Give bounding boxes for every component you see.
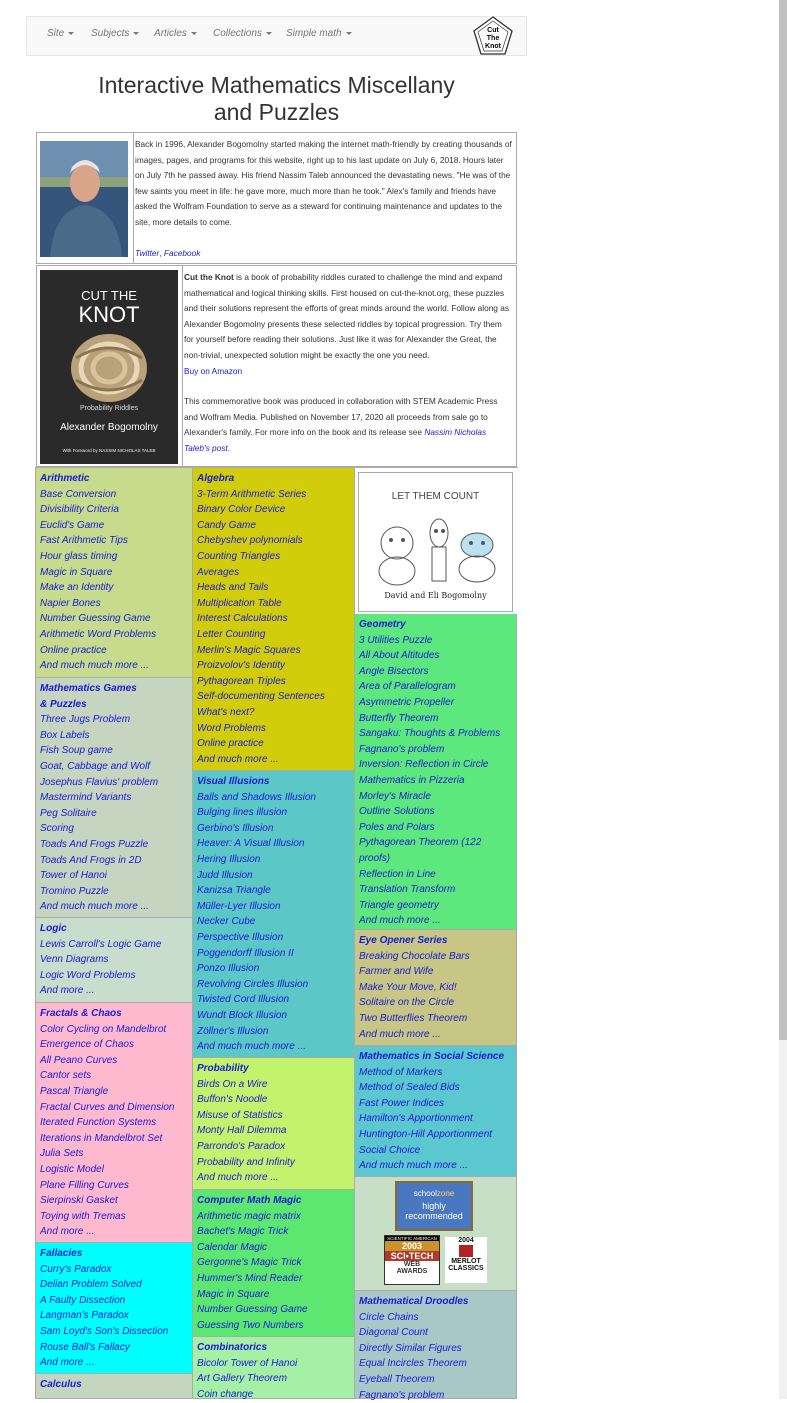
section-link[interactable]: Pascal Triangle [40, 1085, 109, 1097]
section-link[interactable]: Sam Loyd's Son's Dissection [40, 1325, 169, 1337]
section-link[interactable]: Color Cycling on Mandelbrot [40, 1023, 167, 1035]
section-link[interactable]: Parrondo's Paradox [197, 1140, 286, 1152]
section-link[interactable]: Morley's Miracle [359, 790, 431, 802]
sciam-award-badge[interactable] [384, 1235, 440, 1285]
section-link[interactable]: And more ... [40, 1226, 95, 1238]
section-link[interactable]: Peg Solitaire [40, 807, 97, 819]
cover-title-2: KNOT [78, 302, 140, 327]
section-link[interactable]: Asymmetric Propeller [359, 696, 455, 708]
section-calculus [36, 1374, 193, 1399]
section-link[interactable]: Fast Arithmetic Tips [40, 535, 128, 547]
section-link[interactable]: Venn Diagrams [40, 954, 109, 966]
knot-image [64, 328, 154, 406]
nav-simple-math-label: Simple math [286, 28, 342, 39]
section-link[interactable]: Bachet's Magic Trick [197, 1226, 289, 1238]
section-link[interactable]: Diagonal Count [359, 1327, 428, 1339]
nav-site-label: Site [47, 28, 65, 39]
section-heading[interactable]: Mathematical Droodles [359, 1296, 469, 1307]
section-heading[interactable]: Eye Opener Series [359, 935, 448, 946]
page-title-line-1: Interactive Mathematics Miscellany [98, 72, 455, 98]
section-link[interactable]: Josephus Flavius' problem [40, 776, 159, 788]
section-link[interactable]: Three Jugs Problem [40, 714, 131, 726]
section-link[interactable]: Magic in Square [40, 566, 113, 578]
section-link[interactable]: Hummer's Mind Reader [197, 1272, 303, 1284]
section-link[interactable]: Farmer and Wife [359, 966, 434, 978]
cartoon-animals-image [369, 513, 504, 588]
section-link[interactable]: And much much more ... [197, 1041, 306, 1053]
section-link[interactable]: All About Altitudes [359, 650, 440, 662]
schoolzone-text-1: school [413, 1189, 437, 1198]
logo-text-1: Cut [487, 27, 499, 34]
schoolzone-badge[interactable] [395, 1181, 473, 1231]
book-description: is a book of probability riddles curated to challenge the mind and expand mathematical and logical thinking skills. First housed on cut-the-knot.org, these puzzles and their solutions represent the efforts of great minds around the world. Follow along as Alexander Bogomolny presents these selected riddles by topical progression. Try them for yourself before reading their solutions. Just like it was for Alexander the Great, the non-trivial, unexpected solution might be exactly the one you need. [184, 272, 509, 360]
section-fallacies [36, 1243, 193, 1374]
section-link[interactable]: Mastermind Variants [40, 792, 132, 804]
section-link[interactable]: Revolving Circles Illusion [197, 978, 309, 990]
section-link[interactable]: Logistic Model [40, 1163, 104, 1175]
sciam-text-2: SCI•TECH [385, 1251, 439, 1261]
section-arithmetic [36, 468, 193, 678]
caret-down-icon [346, 32, 352, 35]
section-link[interactable]: Balls and Shadows Illusion [197, 791, 316, 803]
section-link[interactable]: Social Choice [359, 1144, 421, 1156]
section-link[interactable]: Tromino Puzzle [40, 885, 109, 897]
section-heading[interactable]: Geometry [359, 619, 406, 630]
section-heading[interactable]: Fallacies [40, 1248, 83, 1259]
memorial-text-block [135, 137, 512, 262]
cover-foreword: With Foreword by NASSIM NICHOLAS TALEB [62, 448, 156, 453]
schoolzone-text-2: zone [436, 1189, 455, 1198]
sciam-text-1: SCIENTIFIC AMERICAN [385, 1236, 439, 1241]
logo-text-3: Knot [485, 43, 501, 50]
section-link[interactable]: Gergonne's Magic Trick [197, 1257, 302, 1269]
section-link[interactable]: Sangaku: Thoughts & Problems [359, 728, 501, 740]
nav-articles-label: Articles [154, 28, 187, 39]
section-link[interactable]: Twisted Cord Illusion [197, 994, 290, 1006]
nav-collections-label: Collections [213, 28, 262, 39]
section-link[interactable]: Iterated Function Systems [40, 1117, 157, 1129]
book-text-block [184, 270, 512, 457]
section-link[interactable]: Emergence of Chaos [40, 1039, 134, 1051]
section-link[interactable]: Art Gallery Theorem [197, 1373, 288, 1385]
section-link[interactable]: Plane Filling Curves [40, 1179, 129, 1191]
section-link[interactable]: Proizvolov's Identity [197, 660, 286, 672]
scrollbar-thumb[interactable] [779, 0, 787, 1040]
section-heading[interactable]: Mathematics Games & Puzzles [40, 683, 137, 710]
caret-down-icon [191, 32, 197, 35]
section-link[interactable]: Self-documenting Sentences [197, 691, 325, 703]
section-mathematics-games-puzzles [36, 678, 193, 918]
section-link[interactable]: Equal Incircles Theorem [359, 1358, 467, 1370]
merlot-badge[interactable] [445, 1237, 487, 1283]
twitter-link[interactable]: Twitter [135, 248, 160, 258]
section-link[interactable]: Make an Identity [40, 582, 114, 594]
section-link[interactable]: Necker Cube [197, 916, 256, 928]
facebook-link[interactable]: Facebook [163, 248, 201, 258]
section-link[interactable]: Fish Soup game [40, 745, 113, 757]
section-link[interactable]: Poggendorff Illusion II [197, 947, 294, 959]
section-link[interactable]: And much more ... [359, 915, 441, 927]
section-logic [36, 918, 193, 1003]
section-link[interactable]: Interest Calculations [197, 613, 288, 625]
section-link[interactable]: Hering Illusion [197, 853, 261, 865]
section-link[interactable]: Lewis Carroll's Logic Game [40, 938, 162, 950]
section-link[interactable]: Box Labels [40, 729, 90, 741]
section-geometry [355, 614, 517, 930]
section-link[interactable]: Kanizsa Triangle [197, 885, 271, 897]
section-link[interactable]: Triangle geometry [359, 899, 439, 911]
section-link[interactable]: And much much more ... [359, 1160, 468, 1172]
link-separator: , [159, 248, 164, 258]
section-heading[interactable]: Algebra [197, 473, 235, 484]
section-link[interactable]: Hamilton's Apportionment [359, 1113, 473, 1125]
section-link[interactable]: And much more ... [197, 1172, 279, 1184]
section-link[interactable]: Toads And Frogs in 2D [40, 854, 142, 866]
section-link[interactable]: Buffon's Noodle [197, 1094, 268, 1106]
section-link[interactable]: Fast Power Indices [359, 1097, 445, 1109]
section-link[interactable]: Chebyshev polynomials [197, 535, 303, 547]
cover-author: Alexander Bogomolny [60, 422, 158, 433]
section-link[interactable]: Word Problems [197, 722, 266, 734]
section-link[interactable]: Pythagorean Theorem (122 proofs) [359, 837, 482, 864]
navbar [26, 16, 527, 56]
section-link[interactable]: Poles and Polars [359, 821, 435, 833]
section-heading[interactable]: Combinatorics [197, 1342, 268, 1353]
section-computer-math-magic [193, 1190, 355, 1337]
merlot-text-1: MERLOT [451, 1258, 481, 1265]
nav-collections[interactable] [213, 28, 272, 39]
section-link[interactable]: Base Conversion [40, 488, 117, 500]
section-link[interactable]: Solitaire on the Circle [359, 997, 455, 1009]
awards-badges [355, 1177, 517, 1291]
section-combinatorics [193, 1337, 355, 1399]
nav-subjects[interactable] [91, 28, 139, 39]
section-link[interactable]: Perspective Illusion [197, 931, 284, 943]
nav-articles[interactable] [154, 28, 197, 39]
section-link[interactable]: Napier Bones [40, 597, 101, 609]
section-heading[interactable]: Logic [40, 923, 67, 934]
section-link[interactable]: Mathematics in Pizzeria [359, 774, 465, 786]
section-link[interactable]: Binary Color Device [197, 504, 286, 516]
let-them-count-banner[interactable] [358, 472, 513, 612]
taleb-post-link[interactable]: Nassim Nicholas Taleb's post [184, 427, 487, 453]
caret-down-icon [68, 32, 74, 35]
section-link[interactable]: Eyeball Theorem [359, 1373, 435, 1385]
section-link[interactable]: Angle Bisectors [359, 665, 429, 677]
memorial-text: Back in 1996, Alexander Bogomolny started making the internet math-friendly by creating thousands of images, pages, and programs for this website, right up to his last update on July 6, 2018. Hours later on July 7th he passed away. His friend Nassim Taleb announced the devastating news. "He was of the few saints you meet in life: he gave more, much more than he took." Alex's family and friends have asked the Wolfram Foundation to serve as a steward for continuing maintenance and updates to the site, more details to come. [135, 139, 512, 227]
section-link[interactable]: And more ... [40, 985, 95, 997]
cover-subtitle: Probability Riddles [80, 405, 138, 412]
section-heading[interactable]: Computer Math Magic [197, 1195, 302, 1206]
section-link[interactable]: Langman's Paradox [40, 1310, 129, 1322]
section-heading[interactable]: Probability [197, 1063, 249, 1074]
section-link[interactable]: Misuse of Statistics [197, 1109, 283, 1121]
section-link[interactable]: 3 Utilities Puzzle [359, 634, 433, 646]
book-release-period: . [227, 442, 231, 453]
book-name: Cut the Knot [184, 272, 234, 282]
section-link[interactable]: And much more ... [359, 1028, 441, 1040]
section-link[interactable]: Iterations in Mandelbrot Set [40, 1132, 163, 1144]
section-link[interactable]: Bicolor Tower of Hanoi [197, 1357, 298, 1369]
buy-on-amazon-link[interactable]: Buy on Amazon [184, 365, 243, 376]
section-link[interactable]: And much much more ... [40, 901, 149, 913]
section-link[interactable]: Monty Hall Dilemma [197, 1125, 287, 1137]
section-link[interactable]: Area of Parallelogram [359, 681, 456, 693]
nav-subjects-label: Subjects [91, 28, 130, 39]
section-link[interactable]: Inversion: Reflection in Circle [359, 759, 489, 771]
section-link[interactable]: Zöllner's Illusion [197, 1025, 269, 1037]
section-link[interactable]: Fagnano's problem [359, 1389, 445, 1401]
section-link[interactable]: Multiplication Table [197, 597, 282, 609]
section-link[interactable]: Bulging lines illusion [197, 807, 288, 819]
section-link[interactable]: Euclid's Game [40, 519, 105, 531]
section-link[interactable]: Sierpinski Gasket [40, 1195, 118, 1207]
section-link[interactable]: Cantor sets [40, 1070, 92, 1082]
section-link[interactable]: Divisibility Criteria [40, 504, 119, 516]
section-link[interactable]: Heads and Tails [197, 582, 269, 594]
section-link[interactable]: 3-Term Arithmetic Series [197, 488, 307, 500]
section-link[interactable]: Judd Illusion [197, 869, 253, 881]
memorial-box [36, 132, 517, 264]
section-eye-opener-series [355, 930, 517, 1046]
page-title [26, 72, 527, 126]
book-cover-cell [37, 266, 183, 466]
cut-the-knot-logo[interactable] [472, 15, 514, 57]
nav-simple-math[interactable] [286, 28, 352, 39]
section-link[interactable]: Number Guessing Game [197, 1304, 308, 1316]
section-link[interactable]: Scoring [40, 823, 74, 835]
book-box [36, 265, 517, 467]
section-heading[interactable]: Calculus [40, 1379, 82, 1390]
logo-text-2: The [486, 35, 500, 42]
merlot-text-2: CLASSICS [448, 1265, 484, 1272]
section-link[interactable]: Two Butterflies Theorem [359, 1012, 468, 1024]
section-link[interactable]: Fractal Curves and Dimension [40, 1101, 175, 1113]
section-link[interactable]: Curry's Paradox [40, 1263, 112, 1275]
section-link[interactable]: A Faulty Dissection [40, 1294, 126, 1306]
section-link[interactable]: And much much more ... [40, 660, 149, 672]
section-link[interactable]: Method of Markers [359, 1066, 443, 1078]
section-link[interactable]: Butterfly Theorem [359, 712, 439, 724]
sciam-year: 2003 [385, 1241, 439, 1251]
section-link[interactable]: And more ... [40, 1357, 95, 1369]
section-link[interactable]: Huntington-Hill Apportionment [359, 1128, 493, 1140]
section-algebra [193, 468, 355, 771]
section-link[interactable]: Logic Word Problems [40, 969, 136, 981]
section-mathematics-in-social-science [355, 1046, 517, 1177]
caret-down-icon [133, 32, 139, 35]
section-link[interactable]: Gerbino's Illusion [197, 822, 274, 834]
section-link[interactable]: Delian Problem Solved [40, 1279, 142, 1291]
section-link[interactable]: Julia Sets [40, 1148, 84, 1160]
section-link[interactable]: Birds On a Wire [197, 1078, 268, 1090]
section-link[interactable]: Method of Sealed Bids [359, 1082, 460, 1094]
schoolzone-text-4: recommended [405, 1211, 463, 1221]
section-link[interactable]: Rouse Ball's Fallacy [40, 1341, 130, 1353]
caret-down-icon [266, 32, 272, 35]
section-link[interactable]: Breaking Chocolate Bars [359, 950, 470, 962]
section-link[interactable]: Online practice [197, 738, 264, 750]
section-link[interactable]: Fagnano's problem [359, 743, 445, 755]
section-link[interactable]: Toying with Tremas [40, 1210, 126, 1222]
section-heading[interactable]: Fractals & Chaos [40, 1008, 122, 1019]
section-link[interactable]: Arithmetic Word Problems [40, 628, 157, 640]
section-link[interactable]: Tower of Hanoi [40, 870, 107, 882]
section-link[interactable]: Arithmetic magic matrix [197, 1210, 301, 1222]
section-link[interactable]: Wundt Block Illusion [197, 1009, 288, 1021]
section-heading[interactable]: Arithmetic [40, 473, 90, 484]
section-link[interactable]: Counting Triangles [197, 550, 281, 562]
photo-cell [37, 133, 134, 263]
section-visual-illusions [193, 771, 355, 1058]
section-link[interactable]: Pythagorean Triples [197, 675, 286, 687]
section-mathematical-droodles [355, 1291, 517, 1399]
section-link[interactable]: Calendar Magic [197, 1241, 268, 1253]
nav-site[interactable] [47, 28, 74, 39]
section-link[interactable]: Müller-Lyer Illusion [197, 900, 281, 912]
section-link[interactable]: Online practice [40, 644, 107, 656]
section-link[interactable]: Guessing Two Numbers [197, 1319, 304, 1331]
schoolzone-text-3: highly [422, 1201, 446, 1211]
merlot-year: 2004 [458, 1237, 474, 1244]
section-link[interactable]: Reflection in Line [359, 868, 436, 880]
section-probability [193, 1058, 355, 1190]
section-link[interactable]: Candy Game [197, 519, 256, 531]
section-link[interactable]: Number Guessing Game [40, 613, 151, 625]
section-link[interactable]: Make Your Move, Kid! [359, 981, 457, 993]
section-link[interactable]: All Peano Curves [40, 1054, 118, 1066]
section-link[interactable]: Magic in Square [197, 1288, 270, 1300]
section-link[interactable]: Merlin's Magic Squares [197, 644, 301, 656]
section-heading[interactable]: Mathematics in Social Science [359, 1051, 505, 1062]
section-link[interactable]: Heaver: A Visual Illusion [197, 838, 305, 850]
section-link[interactable]: Hour glass timing [40, 550, 118, 562]
book-cover[interactable] [40, 270, 178, 464]
let-them-count-authors: David and Eli Bogomolny [384, 591, 487, 600]
section-link[interactable]: Goat, Cabbage and Wolf [40, 760, 151, 772]
section-link[interactable]: Toads And Frogs Puzzle [40, 838, 149, 850]
section-link[interactable]: What's next? [197, 706, 255, 718]
section-link[interactable]: Probability and Infinity [197, 1156, 295, 1168]
section-link[interactable]: And much more ... [197, 753, 279, 765]
section-heading[interactable]: Visual Illusions [197, 776, 270, 787]
sciam-text-3: WEB [403, 1261, 421, 1268]
section-fractals-chaos [36, 1003, 193, 1243]
let-them-count-title: LET THEM COUNT [391, 491, 480, 502]
section-link[interactable]: Ponzo Illusion [197, 963, 260, 975]
section-link[interactable]: Translation Transform [359, 884, 456, 896]
sciam-text-4: AWARDS [396, 1268, 428, 1275]
section-link[interactable]: Averages [197, 566, 240, 578]
section-link[interactable]: Outline Solutions [359, 806, 435, 818]
book-release-text: This commemorative book was produced in collaboration with STEM Academic Press and Wolfram Media. Published on November 17, 2020 all proceeds from sale go to Alexander's family. For more info on the book and its release see [184, 396, 498, 438]
merlot-column-icon [459, 1245, 473, 1257]
author-photo [40, 141, 128, 257]
cover-title-1: CUT THE [81, 288, 137, 303]
section-link[interactable]: Coin change [197, 1388, 254, 1400]
section-link[interactable]: Letter Counting [197, 628, 266, 640]
section-link[interactable]: Directly Similar Figures [359, 1342, 462, 1354]
section-link[interactable]: Circle Chains [359, 1311, 419, 1323]
page-title-line-2: and Puzzles [213, 99, 340, 125]
